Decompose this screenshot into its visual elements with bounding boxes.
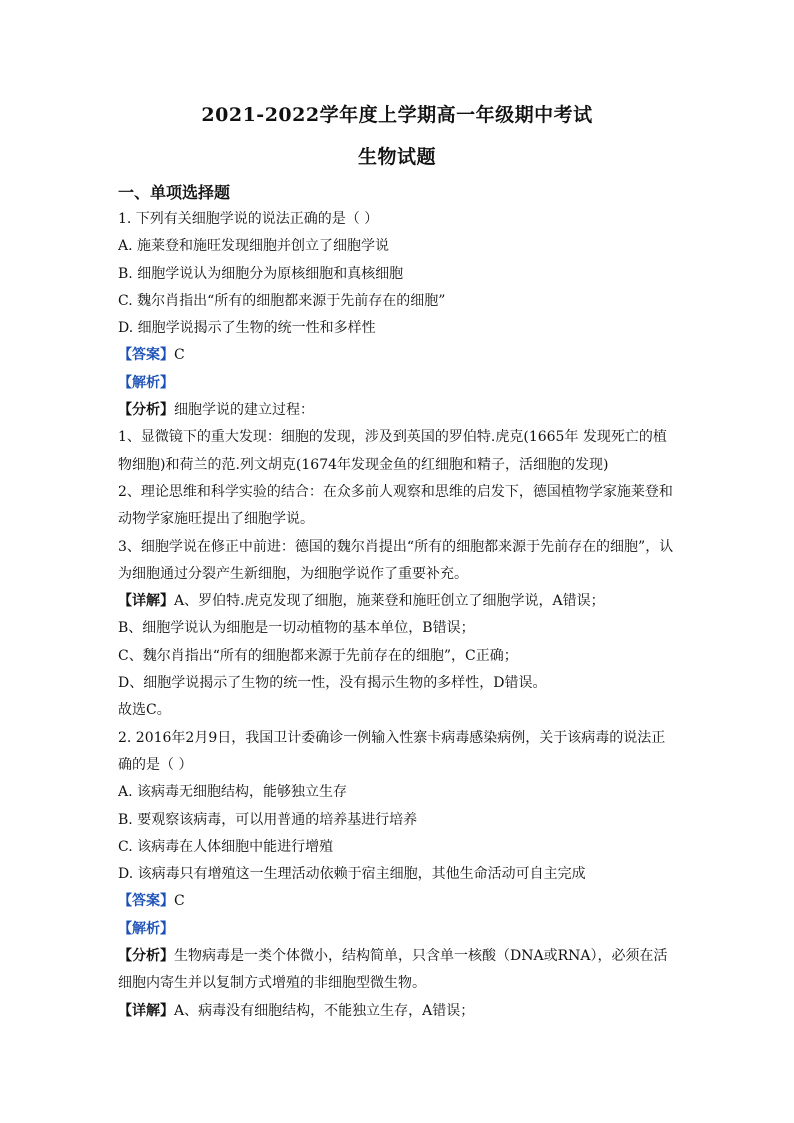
question-2-stem: 2. 2016年2月9日，我国卫计委确诊一例输入性寨卡病毒感染病例，关于该病毒的说法正 <box>118 729 666 746</box>
question-2-analysis-tag <box>118 916 678 943</box>
answer-tag: 【答案】 <box>118 893 174 910</box>
question-1-point-line: 1、显微镜下的重大发现：细胞的发现，涉及到英国的罗伯特.虎克(1665年 发现死亡的植 <box>118 429 667 446</box>
question-1-fenxi <box>118 397 678 424</box>
answer-value: C <box>174 893 185 910</box>
question-1-option-a: A. 施莱登和施旺发现细胞并创立了细胞学说 <box>118 238 390 255</box>
detail-text: A、病毒没有细胞结构，不能独立生存，A错误； <box>174 1002 475 1019</box>
question-1-conclusion: 故选C。 <box>118 702 171 719</box>
fenxi-text: 细胞学说的建立过程： <box>174 402 314 419</box>
analysis-tag: 【解析】 <box>118 920 174 937</box>
answer-value: C <box>174 347 185 364</box>
detail-tag: 【详解】 <box>118 593 174 610</box>
question-1-detail-line: D、细胞学说揭示了生物的统一性，没有揭示生物的多样性，D错误。 <box>118 675 547 692</box>
question-2-option-c: C. 该病毒在人体细胞中能进行增殖 <box>118 838 334 855</box>
question-1-stem: 1. 下列有关细胞学说的说法正确的是（ ） <box>118 211 379 227</box>
question-2-option-b: B. 要观察该病毒，可以用普通的培养基进行培养 <box>118 811 418 828</box>
question-1-answer <box>118 342 678 369</box>
question-2-option-a: A. 该病毒无细胞结构，能够独立生存 <box>118 784 348 801</box>
question-1-point-line: 为细胞通过分裂产生新细胞，为细胞学说作了重要补充。 <box>118 565 468 582</box>
detail-tag: 【详解】 <box>118 1002 174 1019</box>
exam-title: 2021-2022学年度上学期高一年级期中考试 <box>201 104 593 126</box>
question-1-point-line: 动物学家施旺提出了细胞学说。 <box>118 511 314 528</box>
question-1-option-b: B. 细胞学说认为细胞分为原核细胞和真核细胞 <box>118 265 404 282</box>
detail-text: A、罗伯特.虎克发现了细胞，施莱登和施旺创立了细胞学说，A错误； <box>174 593 605 610</box>
question-1-point-line: 物细胞)和荷兰的范.列文胡克(1674年发现金鱼的红细胞和精子，活细胞的发现) <box>118 456 609 473</box>
question-1-detail-line: B、细胞学说认为细胞是一切动植物的基本单位，B错误； <box>118 620 475 637</box>
fenxi-text: 生物病毒是一类个体微小，结构简单，只含单一核酸（DNA或RNA），必须在活 <box>174 948 668 965</box>
document-body <box>118 206 678 1025</box>
fenxi-tag: 【分析】 <box>118 948 174 965</box>
analysis-tag: 【解析】 <box>118 374 174 391</box>
question-1-point-line: 3、细胞学说在修正中前进：德国的魏尔肖提出“所有的细胞都来源于先前存在的细胞”，认 <box>118 538 674 555</box>
question-1-point-line: 2、理论思维和科学实验的结合：在众多前人观察和思维的启发下，德国植物学家施莱登和 <box>118 483 673 500</box>
question-1-option-c: C. 魏尔肖指出“所有的细胞都来源于先前存在的细胞” <box>118 292 446 309</box>
answer-tag: 【答案】 <box>118 347 174 364</box>
section-heading: 一、单项选择题 <box>118 183 231 202</box>
exam-subtitle: 生物试题 <box>357 146 436 168</box>
question-1-detail <box>118 588 678 615</box>
question-2-answer <box>118 888 678 915</box>
fenxi-tag: 【分析】 <box>118 402 174 419</box>
question-1-detail-line: C、魏尔肖指出“所有的细胞都来源于先前存在的细胞”，C正确； <box>118 647 518 664</box>
question-1-option-d: D. 细胞学说揭示了生物的统一性和多样性 <box>118 320 376 337</box>
question-1-analysis-tag <box>118 370 678 397</box>
question-2-detail <box>118 998 678 1025</box>
question-2-option-d: D. 该病毒只有增殖这一生理活动依赖于宿主细胞，其他生命活动可自主完成 <box>118 866 586 883</box>
question-2-fenxi <box>118 943 678 970</box>
question-2-stem: 确的是（ ） <box>118 756 193 773</box>
question-2-fenxi-line: 细胞内寄生并以复制方式增殖的非细胞型微生物。 <box>118 975 426 992</box>
